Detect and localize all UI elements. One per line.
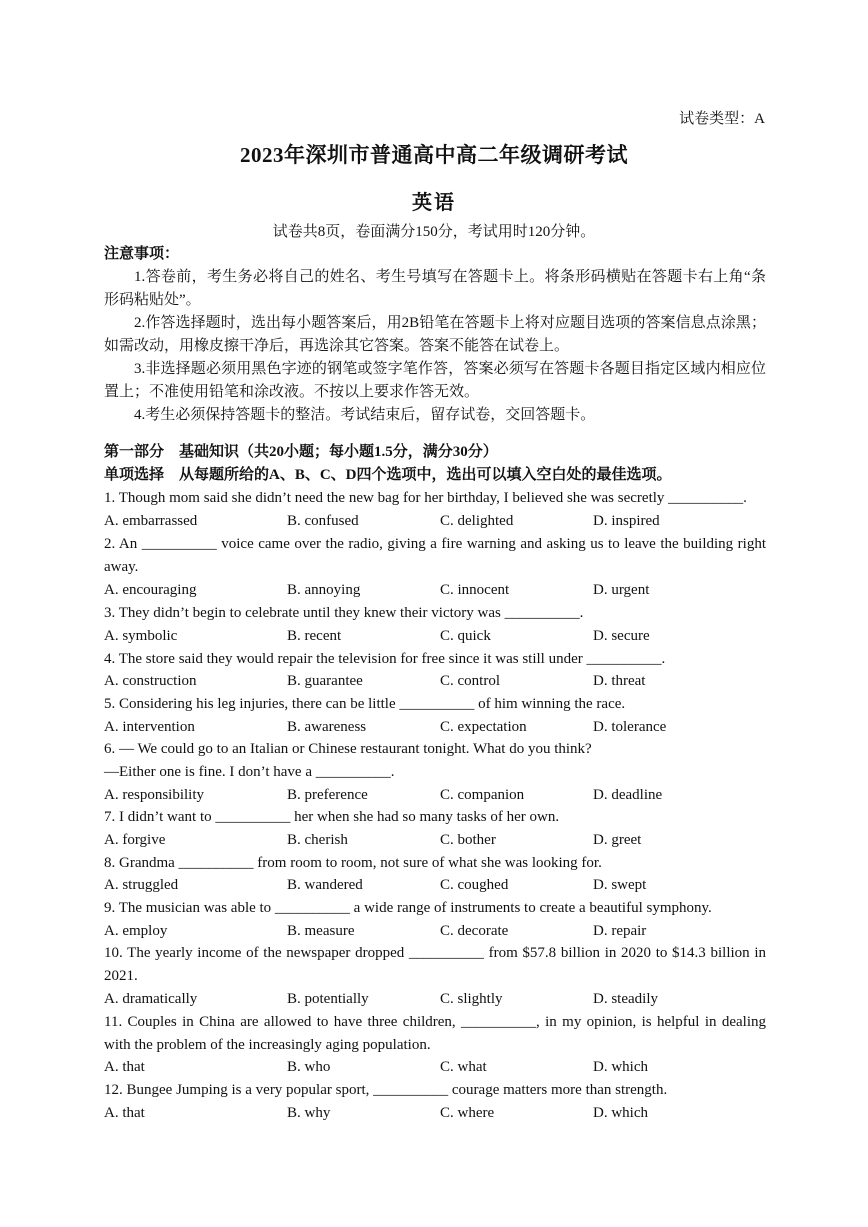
question-6: 6. — We could go to an Italian or Chinese restaurant tonight. What do you think? xyxy=(104,741,592,757)
option-b: B. awareness xyxy=(287,719,367,735)
section-part-title: 第一部分 基础知识（共20小题；每小题1.5分，满分30分） xyxy=(104,444,498,460)
option-a: A. forgive xyxy=(104,832,166,848)
question-9: 9. The musician was able to __________ a wide range of instruments to create a beautiful symphony. xyxy=(104,900,712,916)
option-c: C. decorate xyxy=(440,923,509,939)
question-2: 2. An __________ voice came over the radio, giving a fire warning and asking us to leave the building right away. xyxy=(104,536,766,575)
options-10 xyxy=(104,988,766,1011)
exam-title: 2023年深圳市普通高中高二年级调研考试 xyxy=(240,143,628,167)
option-d: D. tolerance xyxy=(593,719,667,735)
option-b: B. wandered xyxy=(287,877,363,893)
options-9 xyxy=(104,920,766,943)
option-c: C. where xyxy=(440,1105,495,1121)
option-a: A. construction xyxy=(104,673,197,689)
option-d: D. which xyxy=(593,1059,648,1075)
options-5 xyxy=(104,716,766,739)
option-d: D. secure xyxy=(593,628,650,644)
option-a: A. intervention xyxy=(104,719,195,735)
question-5: 5. Considering his leg injuries, there can be little __________ of him winning the race. xyxy=(104,696,626,712)
option-c: C. delighted xyxy=(440,513,514,529)
notice-item-4: 4.考生必须保持答题卡的整洁。考试结束后，留存试卷，交回答题卡。 xyxy=(134,407,596,423)
option-d: D. steadily xyxy=(593,991,658,1007)
question-8: 8. Grandma __________ from room to room, not sure of what she was looking for. xyxy=(104,855,602,871)
notice-block xyxy=(104,243,766,427)
option-a: A. dramatically xyxy=(104,991,198,1007)
options-11 xyxy=(104,1056,766,1079)
notice-heading: 注意事项： xyxy=(104,246,180,262)
options-12 xyxy=(104,1102,766,1125)
option-c: C. bother xyxy=(440,832,496,848)
option-b: B. who xyxy=(287,1059,331,1075)
option-d: D. repair xyxy=(593,923,647,939)
option-c: C. expectation xyxy=(440,719,527,735)
subject-title: 英语 xyxy=(412,192,456,214)
paper-type: 试卷类型：A xyxy=(679,111,765,127)
option-a: A. that xyxy=(104,1105,145,1121)
option-c: C. quick xyxy=(440,628,491,644)
option-d: D. deadline xyxy=(593,787,663,803)
question-10: 10. The yearly income of the newspaper dropped __________ from $57.8 billion in 2020 to $14.3 billion in 2021. xyxy=(104,945,766,984)
option-a: A. symbolic xyxy=(104,628,178,644)
option-d: D. which xyxy=(593,1105,648,1121)
question-3: 3. They didn’t begin to celebrate until they knew their victory was __________. xyxy=(104,605,584,621)
notice-item-2: 2.作答选择题时，选出每小题答案后，用2B铅笔在答题卡上将对应题目选项的答案信息点涂黑；如需改动，用橡皮擦干净后，再选涂其它答案。答案不能答在试卷上。 xyxy=(104,315,766,354)
option-b: B. confused xyxy=(287,513,359,529)
section-instruction: 单项选择 从每题所给的A、B、C、D四个选项中，选出可以填入空白处的最佳选项。 xyxy=(104,467,672,483)
option-a: A. that xyxy=(104,1059,145,1075)
option-d: D. urgent xyxy=(593,582,650,598)
options-1 xyxy=(104,510,766,533)
option-b: B. preference xyxy=(287,787,368,803)
option-c: C. control xyxy=(440,673,500,689)
option-c: C. innocent xyxy=(440,582,510,598)
options-2 xyxy=(104,579,766,602)
option-a: A. encouraging xyxy=(104,582,197,598)
section-header xyxy=(104,441,766,487)
option-a: A. responsibility xyxy=(104,787,204,803)
question-1: 1. Though mom said she didn’t need the new bag for her birthday, I believed she was secretly __________. xyxy=(104,490,747,506)
question-7: 7. I didn’t want to __________ her when she had so many tasks of her own. xyxy=(104,809,560,825)
option-c: C. slightly xyxy=(440,991,503,1007)
option-b: B. recent xyxy=(287,628,342,644)
option-a: A. employ xyxy=(104,923,168,939)
option-b: B. cherish xyxy=(287,832,348,848)
notice-item-1: 1.答卷前，考生务必将自己的姓名、考生号填写在答题卡上。将条形码横贴在答题卡右上角“条形码粘贴处”。 xyxy=(104,269,766,308)
options-3 xyxy=(104,625,766,648)
option-a: A. struggled xyxy=(104,877,179,893)
option-b: B. annoying xyxy=(287,582,361,598)
options-6 xyxy=(104,784,766,807)
option-b: B. why xyxy=(287,1105,331,1121)
question-6-reply: —Either one is fine. I don’t have a __________. xyxy=(104,764,395,780)
option-d: D. inspired xyxy=(593,513,660,529)
question-12: 12. Bungee Jumping is a very popular sport, __________ courage matters more than strength. xyxy=(104,1082,668,1098)
options-4 xyxy=(104,670,766,693)
option-d: D. greet xyxy=(593,832,642,848)
question-4: 4. The store said they would repair the television for free since it was still under __________. xyxy=(104,651,666,667)
option-c: C. companion xyxy=(440,787,525,803)
option-d: D. swept xyxy=(593,877,647,893)
option-b: B. measure xyxy=(287,923,355,939)
option-c: C. what xyxy=(440,1059,487,1075)
notice-item-3: 3.非选择题必须用黑色字迹的钢笔或签字笔作答，答案必须写在答题卡各题目指定区域内相应位置上；不准使用铅笔和涂改液。不按以上要求作答无效。 xyxy=(104,361,766,400)
option-c: C. coughed xyxy=(440,877,509,893)
option-b: B. potentially xyxy=(287,991,369,1007)
question-11: 11. Couples in China are allowed to have three children, __________, in my opinion, is helpful in dealing with the problem of the increasingly aging population. xyxy=(104,1014,766,1053)
exam-info: 试卷共8页，卷面满分150分，考试用时120分钟。 xyxy=(272,224,596,240)
options-8 xyxy=(104,874,766,897)
option-a: A. embarrassed xyxy=(104,513,198,529)
option-b: B. guarantee xyxy=(287,673,363,689)
option-d: D. threat xyxy=(593,673,646,689)
options-7 xyxy=(104,829,766,852)
